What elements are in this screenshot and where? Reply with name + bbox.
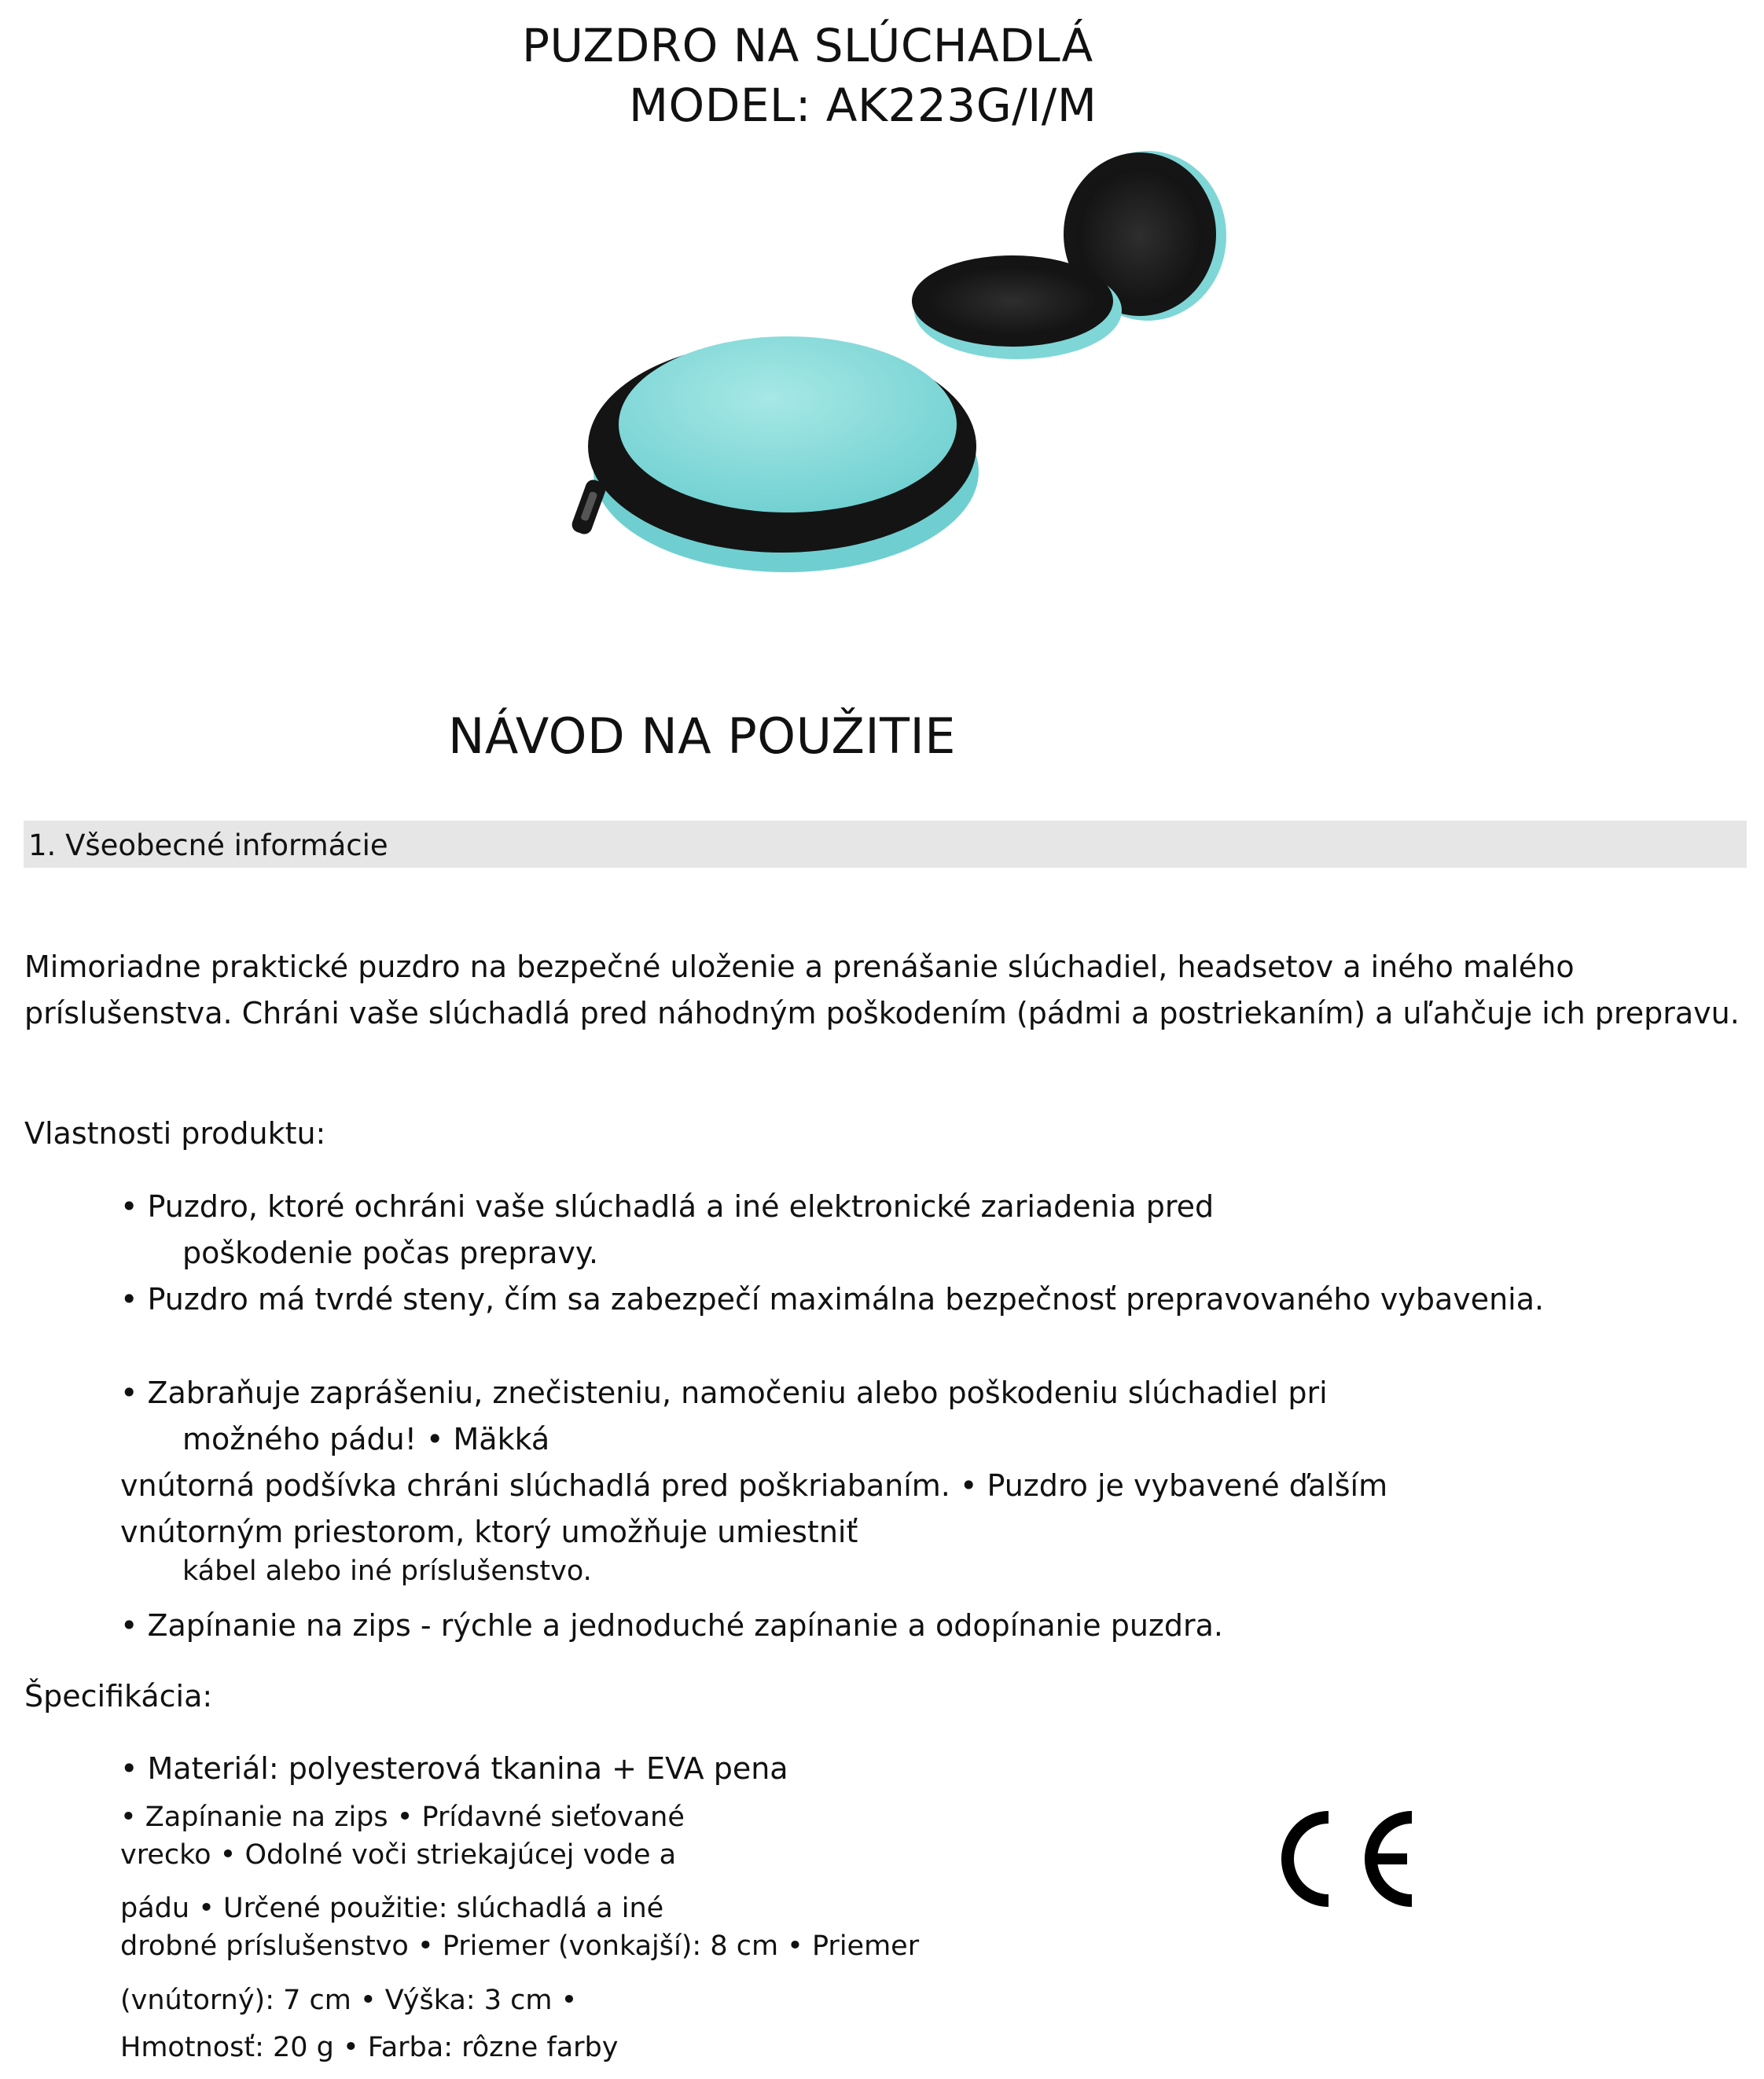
feature-line-6: vnútorná podšívka chráni slúchadlá pred poškriabaním. • Puzdro je vybavené ďalším [120,1468,1388,1503]
spec-line-3: vrecko • Odolné voči striekajúcej vode a [120,1839,677,1871]
spec-line-2: • Zapínanie na zips • Prídavné sieťované [120,1802,685,1833]
spec-line-5: drobné príslušenstvo • Priemer (vonkajší): 8 cm • Priemer [120,1930,920,1962]
model-number: MODEL: AK223G/I/M [629,79,1097,132]
specs-heading: Špecifikácia: [24,1679,213,1714]
spec-line-7: Hmotnosť: 20 g • Farba: rôzne farby [120,2032,619,2063]
intro-line-2: príslušenstva. Chráni vaše slúchadlá pred náhodným poškodením (pádmi a postriekaním) a uľahčuje ich prepravu. [24,996,1740,1030]
section-header-label: 1. Všeobecné informácie [28,828,388,862]
manual-heading: NÁVOD NA POUŽITIE [448,707,956,765]
intro-line-1: Mimoriadne praktické puzdro na bezpečné uloženie a prenášanie slúchadiel, headsetov a iného malého [24,950,1575,984]
feature-line-3: • Puzdro má tvrdé steny, čím sa zabezpečí maximálna bezpečnosť prepravovaného vybavenia. [120,1282,1545,1317]
feature-line-2: poškodenie počas prepravy. [182,1236,599,1270]
feature-line-7: vnútorným priestorom, ktorý umožňuje umiestniť [120,1515,858,1549]
spec-line-6: (vnútorný): 7 cm • Výška: 3 cm • [120,1985,578,2016]
spec-line-1: • Materiál: polyesterová tkanina + EVA pena [120,1751,788,1786]
feature-line-5: možného pádu! • Mäkká [182,1422,550,1456]
feature-line-8: kábel alebo iné príslušenstvo. [182,1556,592,1587]
section-header-general-info [24,821,1747,868]
ce-mark-icon [1280,1808,1421,1910]
document-title: PUZDRO NA SLÚCHADLÁ [522,19,1093,72]
feature-line-1: • Puzdro, ktoré ochráni vaše slúchadlá a iné elektronické zariadenia pred [120,1189,1215,1224]
open-case [912,151,1226,359]
spec-line-4: pádu • Určené použitie: slúchadlá a iné [120,1893,664,1924]
features-heading: Vlastnosti produktu: [24,1116,326,1151]
feature-line-4: • Zabraňuje zaprášeniu, znečisteniu, namočeniu alebo poškodeniu slúchadiel pri [120,1376,1328,1410]
closed-case [570,336,979,572]
feature-line-9: • Zapínanie na zips - rýchle a jednoduché zapínanie a odopínanie puzdra. [120,1608,1223,1643]
